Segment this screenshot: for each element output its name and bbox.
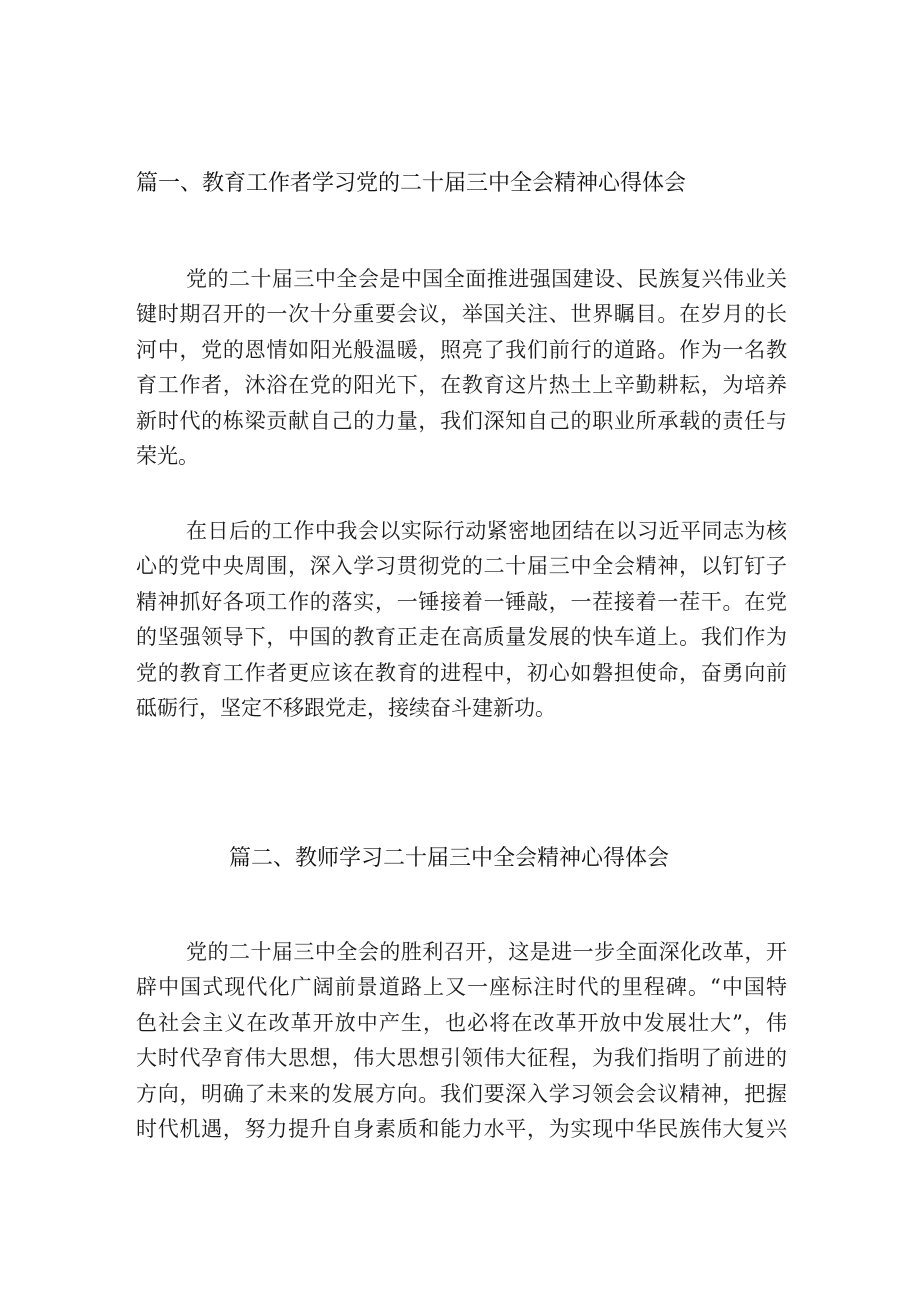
section-1-title: 篇一、教育工作者学习党的二十届三中全会精神心得体会: [136, 171, 687, 196]
section-1-paragraph-1: [136, 262, 787, 474]
paragraph-line: 河中，党的恩情如阳光般温暖，照亮了我们前行的道路。作为一名教: [136, 337, 787, 362]
paragraph-line: 色社会主义在改革开放中产生，也必将在改革开放中发展壮大”，伟: [136, 1010, 787, 1035]
paragraph-line: 方向，明确了未来的发展方向。我们要深入学习领会会议精神，把握: [136, 1081, 787, 1106]
paragraph-line: 党的二十届三中全会是中国全面推进强国建设、民族复兴伟业关: [186, 267, 787, 291]
paragraph-line: 新时代的栋梁贡献自己的力量，我们深知自己的职业所承载的责任与: [136, 408, 787, 433]
paragraph-line: 砥砺行，坚定不移跟党走，接续奋斗建新功。: [136, 695, 556, 720]
paragraph-line: 时代机遇，努力提升自身素质和能力水平，为实现中华民族伟大复兴: [136, 1116, 787, 1141]
paragraph-line: 心的党中央周围，深入学习贯彻党的二十届三中全会精神，以钉钉子: [136, 554, 787, 579]
section-1-paragraph-2: [136, 514, 787, 726]
paragraph-line: 党的二十届三中全会的胜利召开，这是进一步全面深化改革，开: [186, 940, 787, 964]
paragraph-line: 辟中国式现代化广阔前景道路上又一座标注时代的里程碑。“中国特: [136, 975, 787, 1000]
paragraph-line: 荣光。: [136, 443, 199, 468]
section-2-title: 篇二、教师学习二十届三中全会精神心得体会: [229, 846, 670, 871]
section-2-paragraph-1: [136, 935, 787, 1147]
paragraph-line: 的坚强领导下，中国的教育正走在高质量发展的快车道上。我们作为: [136, 625, 787, 650]
paragraph-line: 在日后的工作中我会以实际行动紧密地团结在以习近平同志为核: [186, 519, 787, 543]
paragraph-line: 键时期召开的一次十分重要会议，举国关注、世界瞩目。在岁月的长: [136, 302, 787, 327]
paragraph-line: 育工作者，沐浴在党的阳光下，在教育这片热土上辛勤耕耘，为培养: [136, 373, 787, 398]
paragraph-line: 精神抓好各项工作的落实，一锤接着一锤敲，一茬接着一茬干。在党: [136, 589, 787, 614]
paragraph-line: 党的教育工作者更应该在教育的进程中，初心如磐担使命，奋勇向前: [136, 660, 787, 685]
paragraph-line: 大时代孕育伟大思想，伟大思想引领伟大征程，为我们指明了前进的: [136, 1046, 787, 1071]
